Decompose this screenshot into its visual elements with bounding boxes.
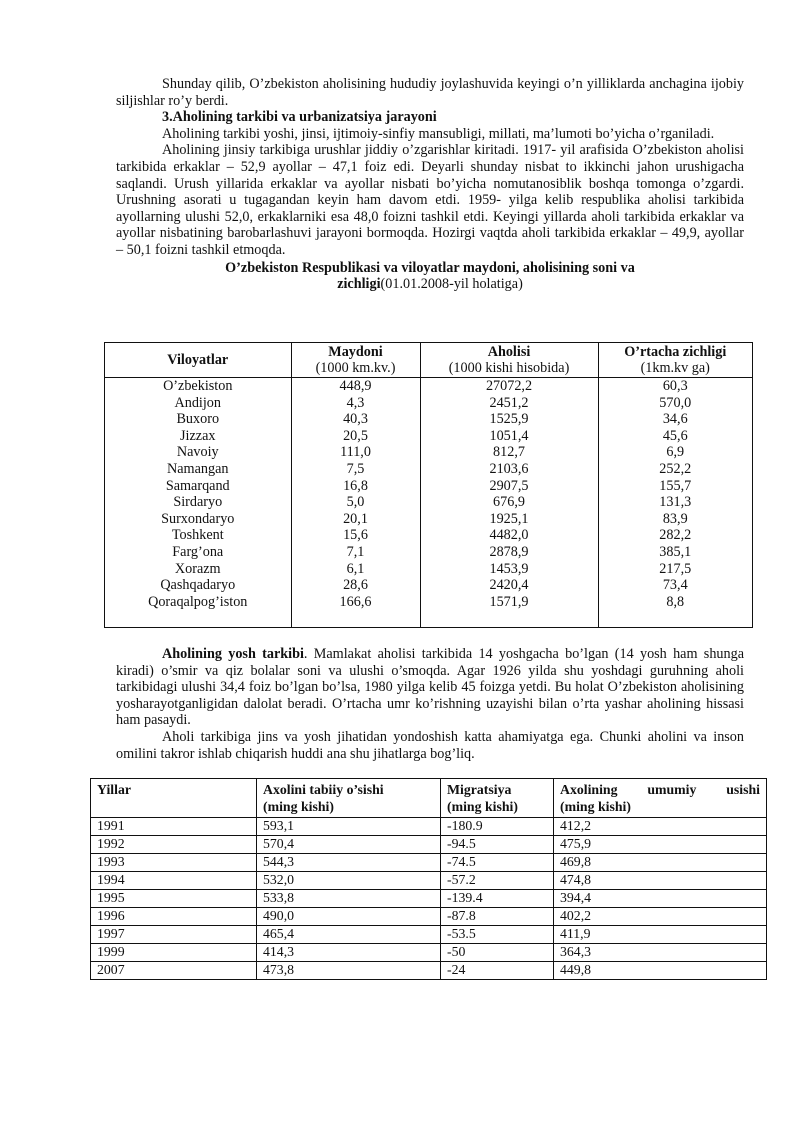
table2-cell: 394,4 [554,890,767,908]
table2-cell: 474,8 [554,872,767,890]
table1-cell: Andijon [105,395,291,412]
table1-filler-row [105,610,752,628]
table1-cell: 34,6 [662,411,688,428]
table1-cell: Xorazm [105,561,291,578]
table2-cell: 593,1 [257,818,441,836]
table-row [91,818,767,836]
table2-cell: 1996 [91,908,257,926]
regions-table [105,343,752,628]
table1-cell: 73,4 [662,577,688,594]
table-row [91,962,767,980]
table2-header-line1: Axolini tabiiy o’sishi [263,782,384,797]
table-row [91,926,767,944]
table1-caption-line1: O’zbekiston Respublikasi va viloyatlar maydoni, aholisining soni va [225,259,635,276]
table1-cell: Namangan [105,461,291,478]
table-row [105,478,752,495]
paragraph-age-bold: Aholining yosh tarkibi [162,646,304,662]
table-row [105,461,752,478]
table2-header-2 [441,779,554,818]
table2-cell: 449,8 [554,962,767,980]
paragraph-structure: Aholining tarkibi yoshi, jinsi, ijtimoiy-sinfiy mansubligi, millati, ma’lumoti bo’yicha o’rganiladi. [162,125,715,142]
table2-header-line2: (ming kishi) [263,798,334,814]
table1-cell: 1571,9 [420,594,598,611]
table1-cell: 1525,9 [420,411,598,428]
growth-table [90,778,767,980]
table1-header-title: O’rtacha zichligi [624,344,727,360]
table1-cell: Farg’ona [105,544,291,561]
table2-header-0 [91,779,257,818]
table1-cell: O’zbekiston [105,378,291,395]
table1-cell: Qoraqalpog’iston [105,594,291,611]
table1-cell: 111,0 [291,444,420,461]
table1-cell: 28,6 [291,577,420,594]
paragraph-age [116,646,744,729]
table1-cell: 2451,2 [420,395,598,412]
table2-header-line1: Migratsiya [447,782,512,797]
table2-header-line1: Yillar [97,782,131,797]
paragraph-age-text: . Mamlakat aholisi tarkibida 14 yoshgacha bo’lgan (14 yosh ham shunga kiradi) o’smir va qiz bolalar soni va ulushi o’smoqda. Agar 1926 yilda shu yoshdagi guruhning aholi tarkibidagi ulushi 34,4 foiz bo’lgan bo’lsa, 1980 yilga kelib 45 foizga yetdi. Bu holat O’zbekiston aholisining yosharayotganligidan dalolat beradi. O’rtacha umr ko’rishning uzayishi bilan o’rta yashar aholining hissasi ham pasaydi. [116,646,744,729]
table-row [105,428,752,445]
table-row [105,594,752,611]
table2-cell: 1991 [91,818,257,836]
table2-header-3 [554,779,767,818]
paragraph-gender: Aholining jinsiy tarkibiga urushlar jiddiy o’zgarishlar kiritadi. 1917- yil arafisida O’zbekiston aholisi tarkibida erkaklar – 52,9 ayollar – 47,1 foiz edi. Deyarli shunday nisbat to ikkinchi jahon urushigacha saqlandi. Urush yillarida erkaklar va ayollar nisbati bo’yicha nomutanosiblik boshqa tomonga o’zgardi. Urushning asorati u tugagandan keyin ham davom etdi. 1959- yilga kelib respublika aholisi tarkibida ayollarning ulushi 52,0, erkaklarniki esa 48,0 foizni tashkil etdi. Keyingi yillarda aholi tarkibida erkaklar va ayollar nisbatining barobarlashuvi jarayoni bormoqda. Hozirgi vaqtda aholi tarkibida erkaklar – 49,9, ayollar – 50,1 foizni tashkil etmoqda. [116,142,744,258]
table1-cell: 7,1 [291,544,420,561]
table2-cell: 475,9 [554,836,767,854]
table2-cell: 412,2 [554,818,767,836]
table1-header-title: Aholisi [487,344,531,360]
table1-cell: 16,8 [291,478,420,495]
table-row [91,872,767,890]
table2-cell: 490,0 [257,908,441,926]
table1-cell: 155,7 [659,477,692,494]
table-row [105,577,752,594]
table2-header-word: Axolining [560,782,618,797]
table2-cell: 414,3 [257,944,441,962]
table-regions [104,342,753,628]
table2-cell: 544,3 [257,854,441,872]
table1-cell: 217,5 [659,560,692,577]
table1-cell: 20,5 [291,428,420,445]
document-body [116,76,744,293]
table2-cell: 532,0 [257,872,441,890]
table1-cell: 20,1 [291,511,420,528]
table2-cell: 402,2 [554,908,767,926]
table1-cell: Samarqand [105,478,291,495]
table1-cell: 282,2 [659,527,692,544]
table1-caption [70,260,790,293]
table-row [105,444,752,461]
table1-cell: Surxondaryo [105,511,291,528]
table2-header-line2: (ming kishi) [447,798,518,814]
table1-header-0 [105,343,291,378]
table1-header-title: Viloyatlar [167,352,229,368]
table2-cell: 570,4 [257,836,441,854]
table1-cell: 60,3 [662,378,688,394]
table2-cell: 411,9 [554,926,767,944]
table1-cell: 2907,5 [420,478,598,495]
table1-caption-rest: (01.01.2008-yil holatiga) [380,276,523,293]
table-row [91,836,767,854]
table-row [105,527,752,544]
table1-cell: 131,3 [659,494,692,511]
table1-cell: Navoiy [105,444,291,461]
table1-cell: 45,6 [662,427,688,444]
table2-header-word: usishi [726,782,760,797]
table1-cell: Jizzax [105,428,291,445]
table1-header-3 [598,343,752,378]
table1-header-sub: (1000 kishi hisobida) [448,360,570,376]
table-row [105,544,752,561]
table2-cell: -24 [441,962,554,980]
table1-cell: Sirdaryo [105,494,291,511]
table1-empty-cell [598,610,752,628]
table2-header-word: umumiy [647,782,697,797]
table1-caption-bold: zichligi [337,276,381,293]
table1-cell: 6,1 [291,561,420,578]
table-row [105,378,752,395]
table1-cell: 448,9 [291,378,420,395]
table1-cell: 2103,6 [420,461,598,478]
table1-header-sub: (1000 km.kv.) [315,360,396,376]
table1-cell: 2878,9 [420,544,598,561]
table2-cell: 1993 [91,854,257,872]
table2-cell: 364,3 [554,944,767,962]
table1-cell: 1051,4 [420,428,598,445]
table-row [91,908,767,926]
table1-cell: Qashqadaryo [105,577,291,594]
table1-cell: 166,6 [291,594,420,611]
table1-cell: 385,1 [659,543,692,560]
table2-cell: 1997 [91,926,257,944]
table1-header-title: Maydoni [328,344,383,360]
table2-cell: 473,8 [257,962,441,980]
table2-cell: -87.8 [441,908,554,926]
table1-empty-cell [420,610,598,628]
table1-cell: 83,9 [662,510,688,527]
table-row [91,944,767,962]
table2-cell: 469,8 [554,854,767,872]
table-row [105,395,752,412]
table1-header-2 [420,343,598,378]
table1-cell: 6,9 [666,444,685,461]
table1-cell: Buxoro [105,411,291,428]
table2-cell: 1992 [91,836,257,854]
table2-cell: 1999 [91,944,257,962]
paragraph-intro: Shunday qilib, O’zbekiston aholisining hududiy joylashuvida keyingi o’n yilliklarda anchagina ijobiy siljishlar ro’y berdi. [116,76,744,109]
table1-cell: Toshkent [105,527,291,544]
table1-header-1 [291,343,420,378]
table1-cell: 4,3 [291,395,420,412]
table2-cell: 1995 [91,890,257,908]
table2-cell: 1994 [91,872,257,890]
table-row [91,854,767,872]
table2-cell: -74.5 [441,854,554,872]
table-row [105,511,752,528]
table1-cell: 5,0 [291,494,420,511]
table1-cell: 8,8 [666,593,685,610]
table1-cell: 570,0 [659,394,692,411]
table1-cell: 40,3 [291,411,420,428]
paragraph-gender-age: Aholi tarkibiga jins va yosh jihatidan yondoshish katta ahamiyatga ega. Chunki aholini va inson omilini takror ishlab chiqarish huddi ana shu jihatlarga bog’liq. [116,728,744,762]
table1-cell: 2420,4 [420,577,598,594]
table2-cell: -94.5 [441,836,554,854]
table-row [105,411,752,428]
table1-cell: 676,9 [420,494,598,511]
table1-cell: 27072,2 [420,378,598,395]
table1-empty-cell [105,610,291,628]
table-row [105,561,752,578]
table1-empty-cell [291,610,420,628]
table1-cell: 252,2 [659,460,692,477]
table2-cell: -180.9 [441,818,554,836]
table1-cell: 1925,1 [420,511,598,528]
table2-cell: -57.2 [441,872,554,890]
table1-cell: 15,6 [291,527,420,544]
table-row [91,890,767,908]
section-heading: 3.Aholining tarkibi va urbanizatsiya jarayoni [162,109,437,126]
table1-header-sub: (1km.kv ga) [640,360,710,376]
document-body-2 [116,646,744,762]
table2-header-line2: (ming kishi) [560,798,631,814]
table2-cell: -50 [441,944,554,962]
table1-cell: 1453,9 [420,561,598,578]
table2-cell: 465,4 [257,926,441,944]
table1-cell: 4482,0 [420,527,598,544]
table1-cell: 812,7 [420,444,598,461]
table-row [105,494,752,511]
table1-cell: 7,5 [291,461,420,478]
table2-cell: -53.5 [441,926,554,944]
table2-cell: 2007 [91,962,257,980]
table2-header-justified [560,782,760,799]
table2-cell: -139.4 [441,890,554,908]
table2-header-1 [257,779,441,818]
table2-cell: 533,8 [257,890,441,908]
